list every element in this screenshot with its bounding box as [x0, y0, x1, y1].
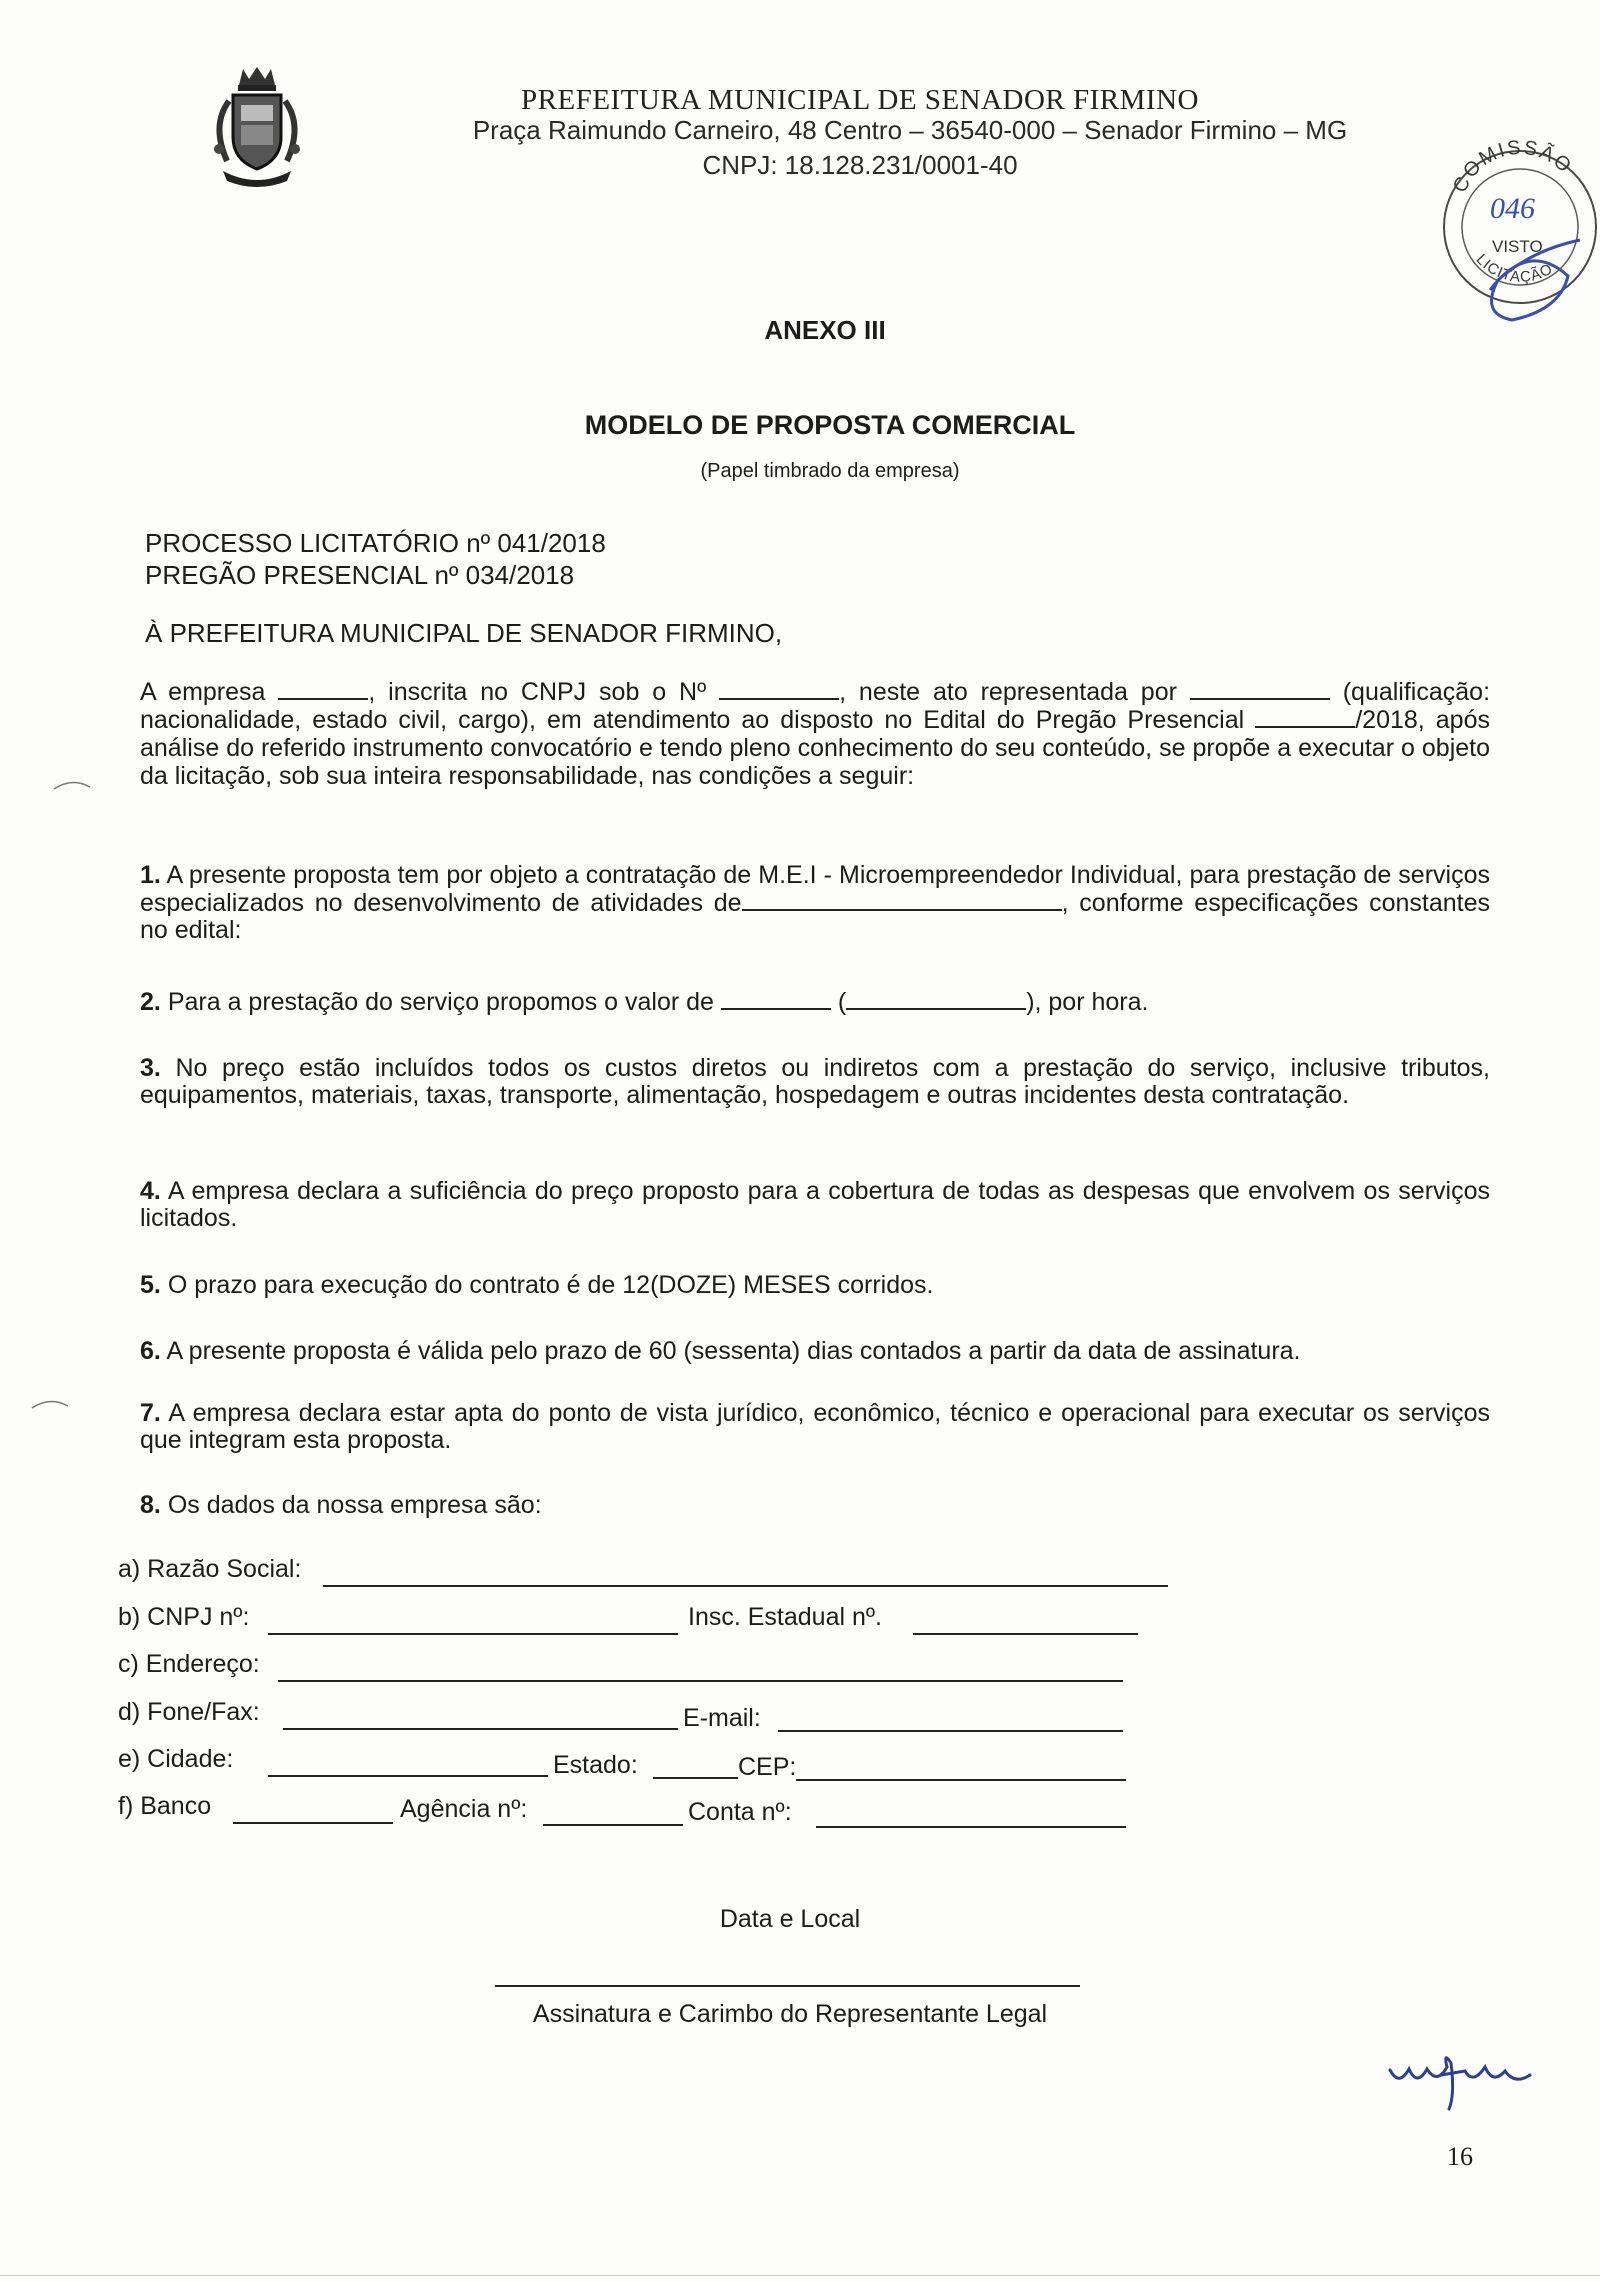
cnpj-blank	[719, 678, 839, 700]
email-field[interactable]	[778, 1730, 1123, 1732]
item-5-text: O prazo para execução do contrato é de 12(DOZE) MESES corridos.	[167, 1271, 934, 1299]
fone-field[interactable]	[283, 1728, 678, 1730]
item-6-number: 6.	[140, 1337, 161, 1365]
cnpj-label: b) CNPJ nº:	[118, 1603, 250, 1631]
banco-label: f) Banco	[118, 1792, 212, 1820]
company-name-blank	[278, 678, 368, 700]
commission-stamp	[1430, 100, 1600, 345]
estado-field[interactable]	[653, 1777, 738, 1779]
value-blank	[721, 988, 831, 1010]
cidade-label: e) Cidade:	[118, 1745, 234, 1773]
item-5-number: 5.	[140, 1271, 161, 1299]
value-words-blank	[846, 988, 1026, 1010]
cidade-field[interactable]	[268, 1775, 548, 1777]
model-subtitle: (Papel timbrado da empresa)	[700, 460, 960, 482]
fone-label: d) Fone/Fax:	[118, 1698, 260, 1726]
item-1-text-b: , conforme especificações constantes no edital:	[140, 889, 1490, 944]
process-number: PROCESSO LICITATÓRIO nº 041/2018	[145, 528, 606, 558]
razao-label: a) Razão Social:	[118, 1555, 302, 1583]
item-2-text-b: (	[837, 988, 847, 1016]
insc-field[interactable]	[913, 1633, 1138, 1635]
item-1	[140, 862, 1490, 944]
endereco-field[interactable]	[278, 1680, 1123, 1682]
intro-text-5: /2018, após análise do referido instrumento convocatório e tendo pleno conhecimento do seu conteúdo, se propõe a executar o objeto da licitação, sob sua inteira responsabilidade, nas condições a seguir:	[140, 706, 1490, 790]
coat-of-arms-icon	[205, 65, 310, 190]
model-title: MODELO DE PROPOSTA COMERCIAL	[584, 410, 1076, 440]
page-bottom-edge	[0, 2275, 1600, 2276]
punch-mark-bottom	[30, 1396, 70, 1410]
item-2	[140, 988, 1490, 1016]
intro-text-2: , inscrita no CNPJ sob o Nº	[368, 678, 707, 706]
page-number: 16	[1447, 2142, 1473, 2171]
item-4-number: 4.	[140, 1177, 161, 1205]
stamp-number: 046	[1490, 192, 1535, 225]
municipality-cnpj: CNPJ: 18.128.231/0001-40	[702, 150, 1018, 180]
razao-field[interactable]	[323, 1585, 1168, 1587]
cep-label: CEP:	[738, 1753, 797, 1781]
pregao-number: PREGÃO PRESENCIAL nº 034/2018	[145, 560, 575, 590]
intro-text-1: A empresa	[140, 678, 266, 706]
item-7-text: A empresa declara estar apta do ponto de vista jurídico, econômico, técnico e operacional para executar os serviços que integram esta proposta.	[140, 1399, 1490, 1454]
stamp-top-text: COMISSÃO	[1449, 136, 1577, 197]
form-row-cnpj	[118, 1603, 1258, 1643]
conta-field[interactable]	[816, 1826, 1126, 1828]
item-4	[140, 1178, 1490, 1232]
item-5	[140, 1272, 1490, 1299]
email-label: E-mail:	[683, 1704, 761, 1732]
cep-field[interactable]	[796, 1779, 1126, 1781]
edital-number-blank	[1255, 706, 1355, 728]
intro-text-4: (qualificação: nacionalidade, estado civil, cargo), em atendimento ao disposto no Edital do Pregão Presencial	[140, 678, 1491, 734]
item-3-text: No preço estão incluídos todos os custos diretos ou indiretos com a prestação do serviço, inclusive tributos, equipamentos, materiais, taxas, transporte, alimentação, hospedagem e outras incidentes desta contratação.	[140, 1054, 1490, 1109]
svg-text:COMISSÃO	[1449, 137, 1577, 196]
item-2-number: 2.	[140, 988, 161, 1016]
item-7-number: 7.	[140, 1399, 161, 1427]
municipality-title: PREFEITURA MUNICIPAL DE SENADOR FIRMINO	[521, 84, 1199, 116]
form-row-razao	[118, 1555, 1258, 1595]
annex-title: ANEXO III	[764, 315, 886, 345]
item-4-text: A empresa declara a suficiência do preço proposto para a cobertura de todas as despesas que envolvem os serviços licitados.	[140, 1177, 1490, 1232]
intro-paragraph	[140, 678, 1490, 790]
item-8	[140, 1492, 1490, 1519]
item-8-text: Os dados da nossa empresa são:	[167, 1491, 542, 1519]
item-6	[140, 1338, 1490, 1365]
item-1-number: 1.	[140, 861, 161, 889]
cnpj-field[interactable]	[268, 1633, 678, 1635]
banco-field[interactable]	[233, 1822, 393, 1824]
stamp-bottom-text: LICITAÇÃO	[1472, 250, 1557, 286]
estado-label: Estado:	[553, 1751, 638, 1779]
form-row-cidade	[118, 1745, 1258, 1785]
item-7	[140, 1400, 1490, 1454]
form-row-fone	[118, 1698, 1258, 1738]
item-6-text: A presente proposta é válida pelo prazo de 60 (sessenta) dias contados a partir da data de assinatura.	[166, 1337, 1301, 1365]
item-3-number: 3.	[140, 1054, 161, 1082]
agencia-field[interactable]	[543, 1824, 683, 1826]
insc-label: Insc. Estadual nº.	[688, 1603, 882, 1631]
municipality-address: Praça Raimundo Carneiro, 48 Centro – 36540-000 – Senador Firmino – MG	[472, 115, 1348, 145]
date-and-place-label: Data e Local	[719, 1905, 861, 1933]
form-row-endereco	[118, 1650, 1258, 1690]
item-2-text-a: Para a prestação do serviço propomos o valor de	[167, 988, 714, 1016]
conta-label: Conta nº:	[688, 1798, 792, 1826]
agencia-label: Agência nº:	[400, 1795, 528, 1823]
signature-line[interactable]	[495, 1985, 1080, 1987]
handwritten-initials	[1385, 2045, 1535, 2115]
item-1-text-a: A presente proposta tem por objeto a contratação de M.E.I - Microempreendedor Individual, para prestação de serviços especializados no desenvolvimento de atividades de	[140, 861, 1490, 917]
stamp-visto: VISTO	[1492, 237, 1543, 256]
item-2-text-c: ), por hora.	[1026, 988, 1149, 1016]
signature-caption: Assinatura e Carimbo do Representante Legal	[532, 2000, 1048, 2028]
punch-mark-top	[52, 777, 92, 791]
addressee: À PREFEITURA MUNICIPAL DE SENADOR FIRMINO,	[145, 618, 783, 648]
item-3	[140, 1055, 1490, 1109]
representative-blank	[1190, 678, 1330, 700]
activities-blank	[742, 889, 1062, 911]
endereco-label: c) Endereço:	[118, 1650, 260, 1678]
intro-text-3: , neste ato representada por	[839, 678, 1177, 706]
item-8-number: 8.	[140, 1491, 161, 1519]
form-row-banco	[118, 1792, 1258, 1832]
